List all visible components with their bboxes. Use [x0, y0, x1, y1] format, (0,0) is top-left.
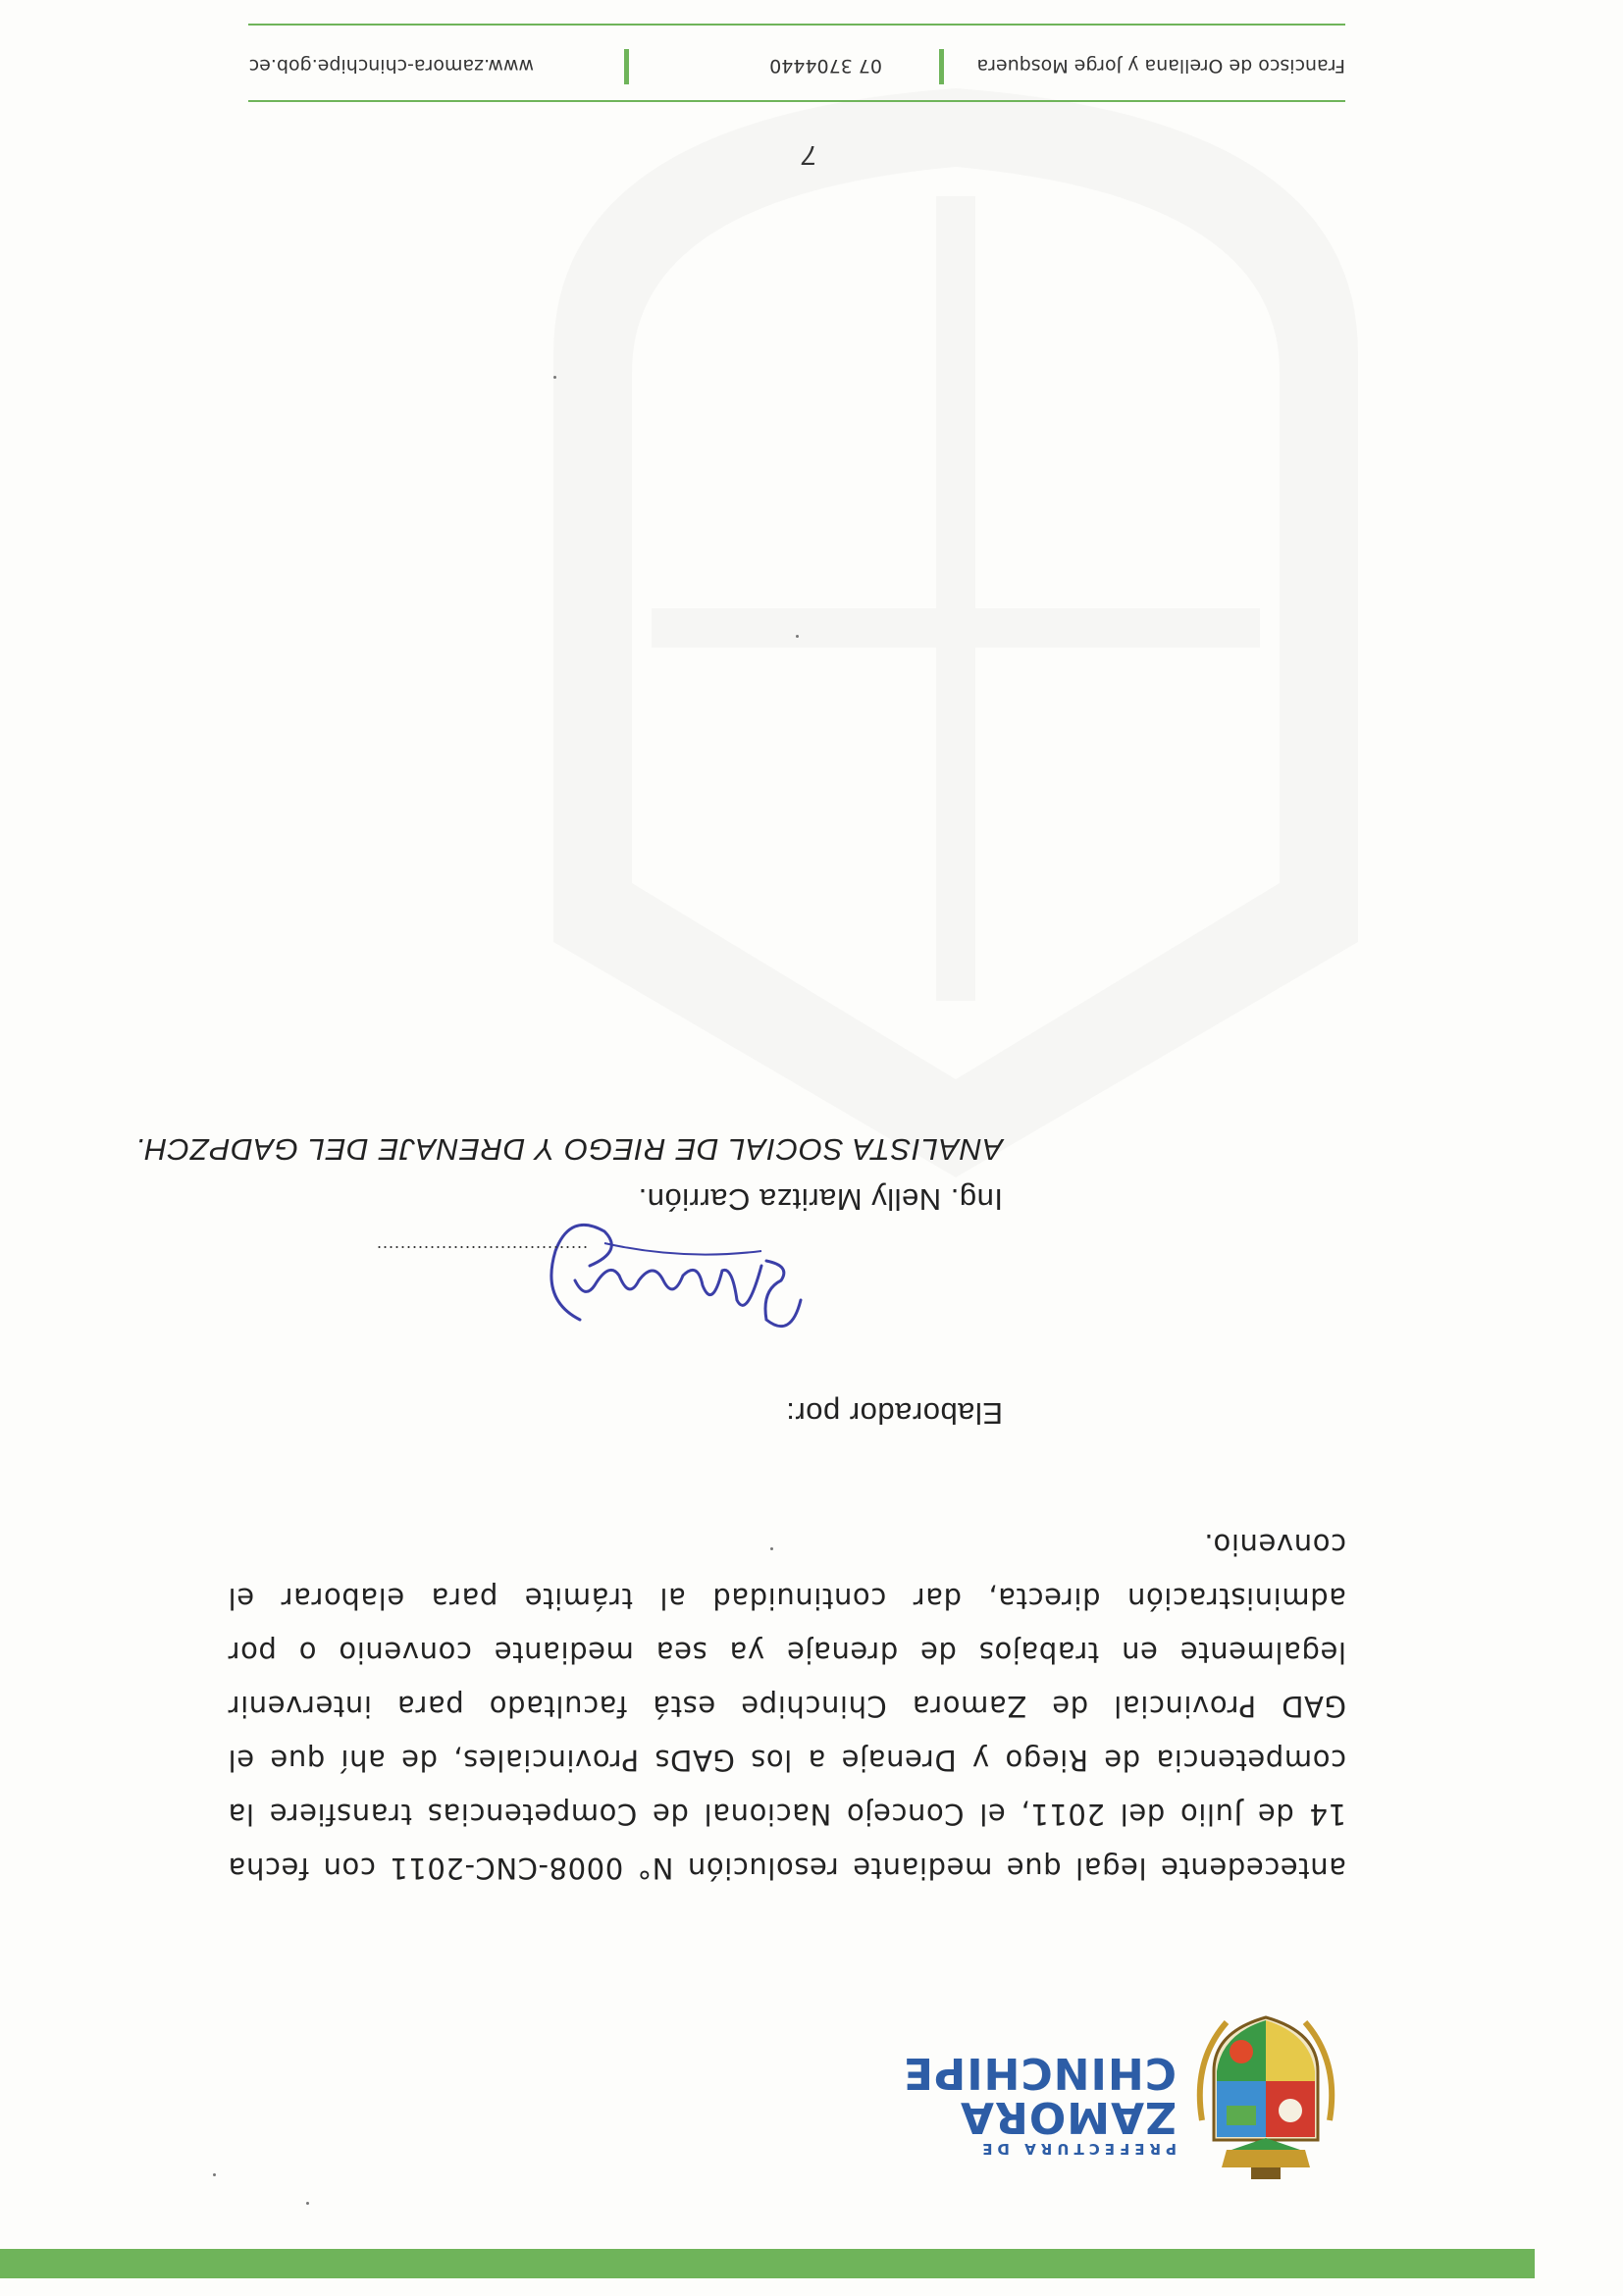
- logo-text: [902, 2048, 1177, 2158]
- scan-speck: [770, 1547, 773, 1550]
- signature-dotted-line: ....................................: [375, 1242, 588, 1262]
- body-paragraph: antecedente legal que mediante resolución N° 0008-CNC-2011 con fecha 14 de Julio del 2011, el Concejo Nacional de Competencias transfiere la competencia de Riego y Drenaje a los GADs Provinciales, de ahí que el GAD Provincial de Zamora Chinchipe está facultado para intervenir legalmente en trabajos de drenaje ya sea mediante convenio o por administración directa, dar continuidad al trámite para elaborar el convenio.: [228, 1528, 1346, 1885]
- logo-zamora-label: ZAMORA: [959, 2092, 1177, 2142]
- logo-prefectura-label: PREFECTURA DE: [977, 2140, 1177, 2158]
- footer-separator: [939, 49, 944, 84]
- coat-of-arms-icon: [1192, 2008, 1339, 2179]
- handwritten-signature: [536, 1212, 820, 1359]
- page-number: 7: [802, 140, 817, 171]
- scan-speck: [553, 376, 556, 379]
- logo-chinchipe-label: CHINCHIPE: [902, 2048, 1177, 2098]
- scan-speck: [796, 635, 799, 638]
- scan-speck: [213, 2173, 216, 2176]
- footer-bottom-line: [248, 24, 1345, 26]
- footer-top-line: [248, 100, 1345, 102]
- scan-speck: [306, 2202, 309, 2205]
- footer-website: www.zamora-chinchipe.gob.ec: [248, 55, 534, 77]
- footer-address: Francisco de Orellana y Jorge Mosquera: [976, 55, 1345, 77]
- watermark-crest: [514, 69, 1397, 1197]
- signer-name: Ing. Nelly Maritza Carrión.: [638, 1182, 1003, 1217]
- footer-phone: 07 3704440: [769, 55, 882, 77]
- footer: [248, 33, 1345, 92]
- prefectura-logo: [902, 2008, 1339, 2179]
- header-green-bar: [0, 2249, 1535, 2278]
- prepared-by-label: Elaborador por:: [785, 1396, 1003, 1431]
- footer-separator: [624, 49, 629, 84]
- signer-role: ANALISTA SOCIAL DE RIEGO Y DRENAJE DEL GADPZCH.: [134, 1132, 1003, 1167]
- logo-de-label: DE: [977, 2140, 1010, 2158]
